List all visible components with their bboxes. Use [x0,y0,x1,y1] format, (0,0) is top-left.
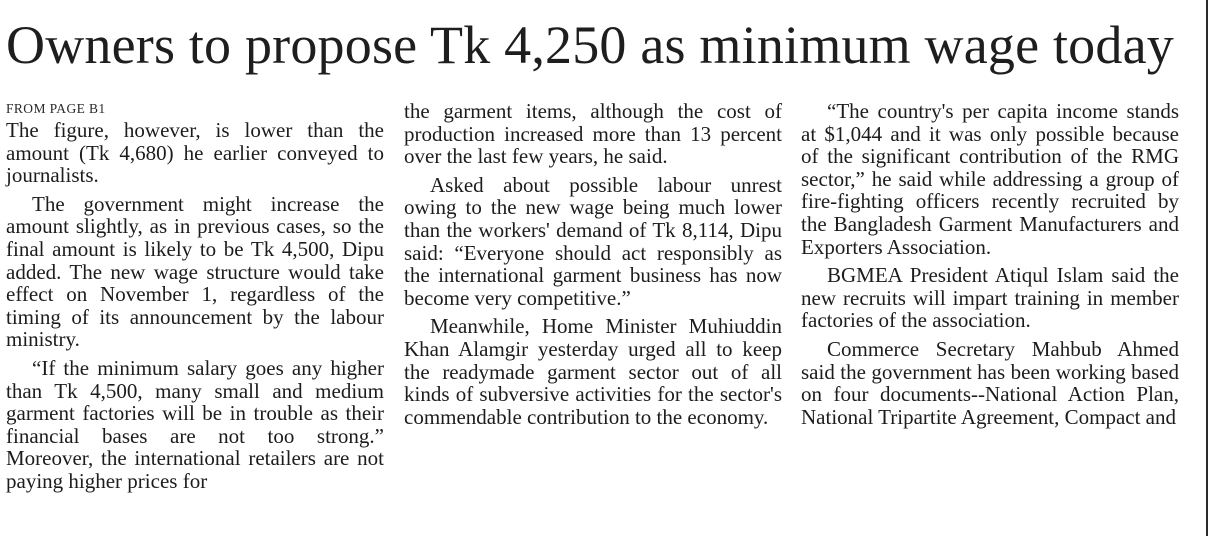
article-paragraph: BGMEA President Atiqul Islam said the new recruits will impart training in member factories of the association. [801,263,1179,333]
article-paragraph: the garment items, although the cost of production increased more than 13 percent over the last few years, he said. [404,99,782,169]
article-paragraph: The government might increase the amount slightly, as in previous cases, so the final amount is likely to be Tk 4,500, Dipu added. The new wage structure would take effect on November 1, regardless of the timing of its announcement by the labour ministry. [6,191,384,352]
article-column-2 [404,100,782,428]
article-paragraph: “The country's per capita income stands at $1,044 and it was only possible because of the significant contribution of the RMG sector,” he said while addressing a group of fire-fighting officers recently recruited by the Bangladesh Garment Manufacturers and Exporters Association. [801,99,1179,259]
article-dateline: FROM PAGE B1 [6,101,106,116]
article-column-1 [6,99,384,493]
article-paragraph: Asked about possible labour unrest owing to the new wage being much lower than the workers' demand of Tk 8,114, Dipu said: “Everyone should act responsibly as the international garment business has now become very competitive.” [404,172,782,310]
article-paragraph: “If the minimum salary goes any higher than Tk 4,500, many small and medium garment factories will be in trouble as their financial bases are not too strong.” Moreover, the international retailers are not paying higher prices for [6,355,384,493]
article-paragraph: The figure, however, is lower than the amount (Tk 4,680) he earlier conveyed to journalists. [6,118,384,188]
article-paragraph: Commerce Secretary Mahbub Ahmed said the government has been working based on four documents--National Action Plan, National Tripartite Agreement, Compact and [801,336,1179,429]
article-headline: Owners to propose Tk 4,250 as minimum wage today [6,15,1174,75]
page-edge-rule [1206,0,1208,536]
article-paragraph: Meanwhile, Home Minister Muhiuddin Khan Alamgir yesterday urged all to keep the readymade garment sector out of all kinds of subversive activities for the sector's commendable contribution to the economy. [404,314,782,429]
article-column-3 [801,100,1179,428]
